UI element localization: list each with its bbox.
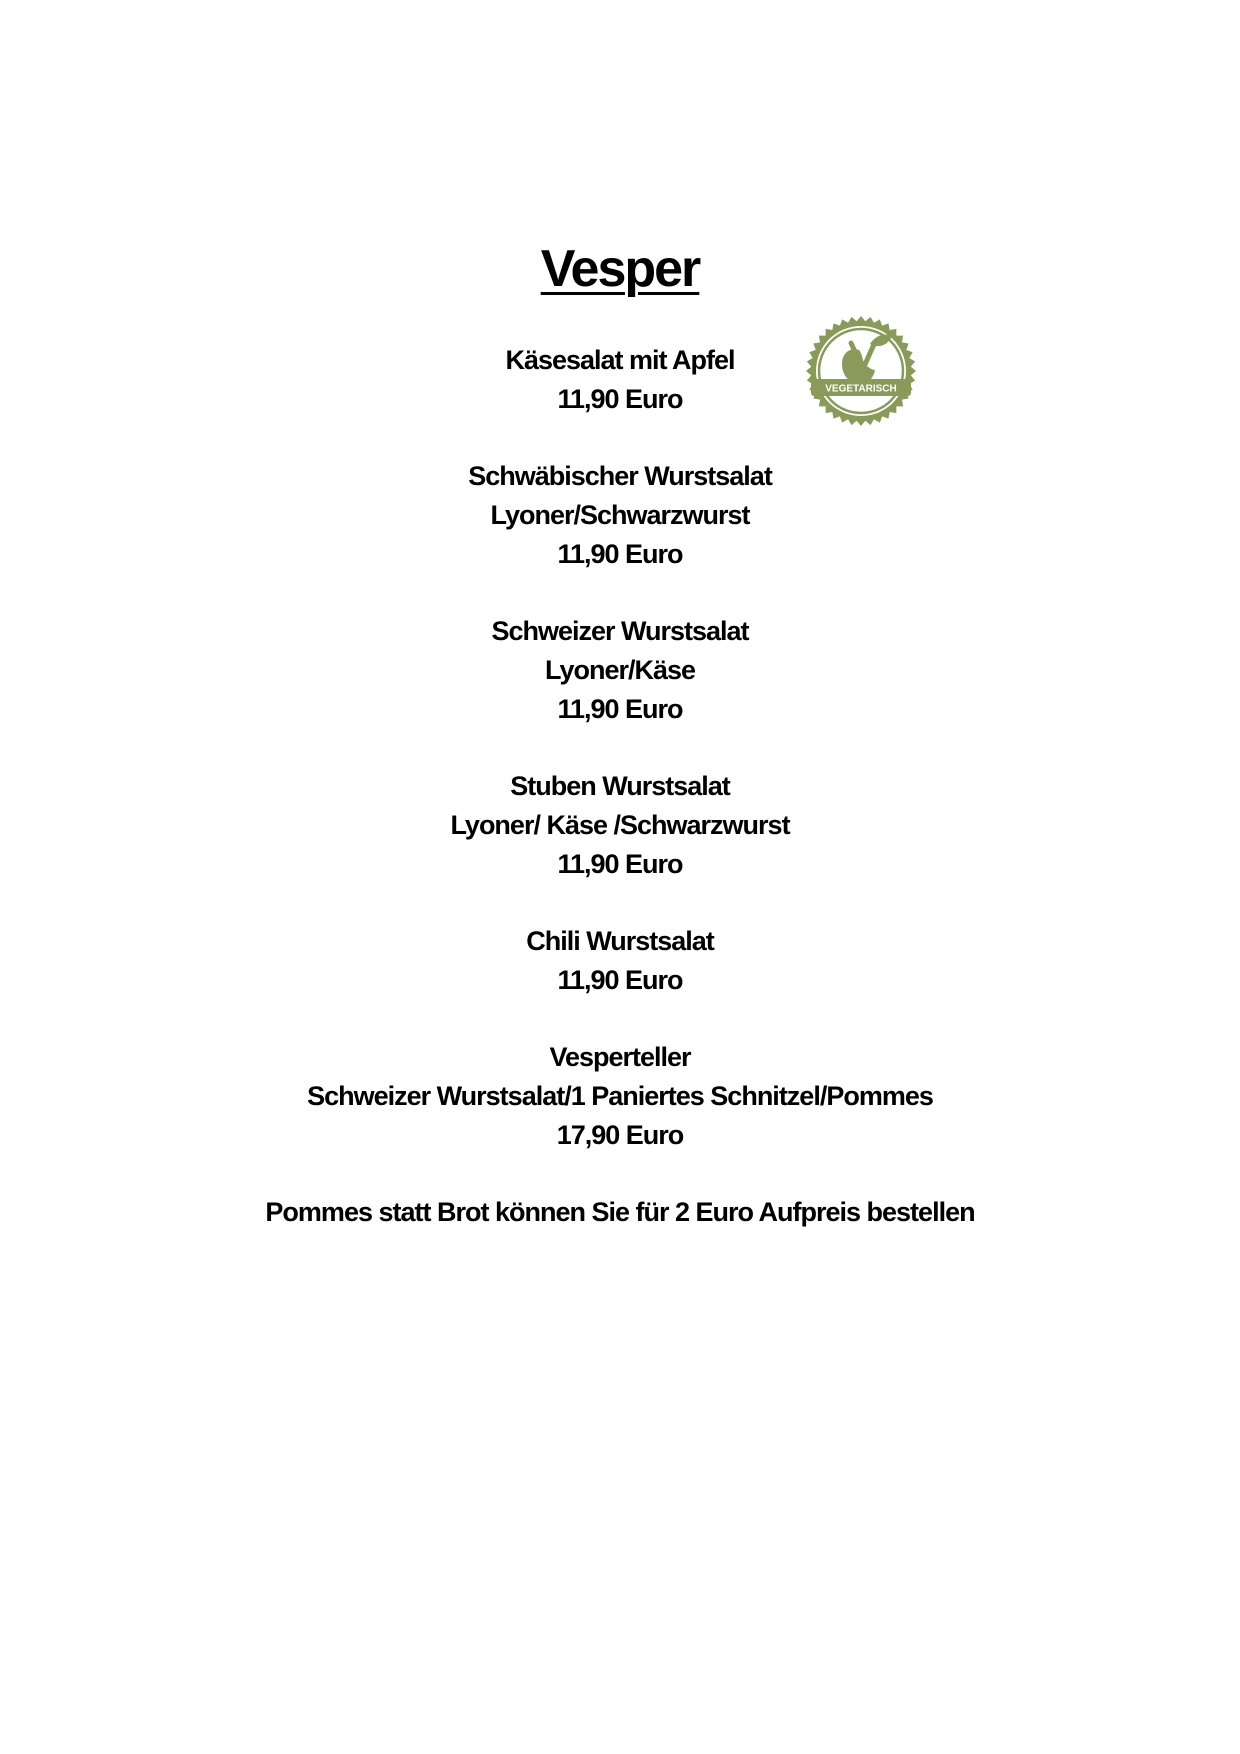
menu-item-detail: Lyoner/Käse <box>544 655 696 685</box>
menu-item-name: Käsesalat mit Apfel <box>505 345 735 375</box>
menu-item <box>0 922 1240 1000</box>
menu-item <box>0 767 1240 884</box>
menu-item-price: 11,90 Euro <box>557 965 683 995</box>
menu-item-detail: Schweizer Wurstsalat/1 Paniertes Schnitzel/Pommes <box>307 1081 933 1111</box>
menu-item-name: Vesperteller <box>549 1042 691 1072</box>
menu-item-price: 11,90 Euro <box>557 694 683 724</box>
menu-item-name: Schwäbischer Wurstsalat <box>468 461 772 491</box>
menu-item <box>0 341 1240 419</box>
fries-surcharge-note: Pommes statt Brot können Sie für 2 Euro Aufpreis bestellen <box>265 1197 975 1227</box>
menu-item <box>0 1038 1240 1155</box>
menu-item-price: 11,90 Euro <box>557 849 683 879</box>
menu-item <box>0 612 1240 729</box>
badge-label: VEGETARISCH <box>825 383 897 395</box>
page-title: Vesper <box>540 239 700 298</box>
menu-item-price: 17,90 Euro <box>556 1120 684 1150</box>
menu-item-price: 11,90 Euro <box>557 539 683 569</box>
menu-item-name: Stuben Wurstsalat <box>510 771 730 801</box>
menu-list <box>0 341 1240 1232</box>
menu-item-detail: Lyoner/Schwarzwurst <box>490 500 750 530</box>
menu-item <box>0 457 1240 574</box>
menu-item-price: 11,90 Euro <box>557 384 683 414</box>
menu-item-name: Schweizer Wurstsalat <box>491 616 749 646</box>
menu-item-detail: Lyoner/ Käse /Schwarzwurst <box>450 810 790 840</box>
menu-item-name: Chili Wurstsalat <box>526 926 714 956</box>
